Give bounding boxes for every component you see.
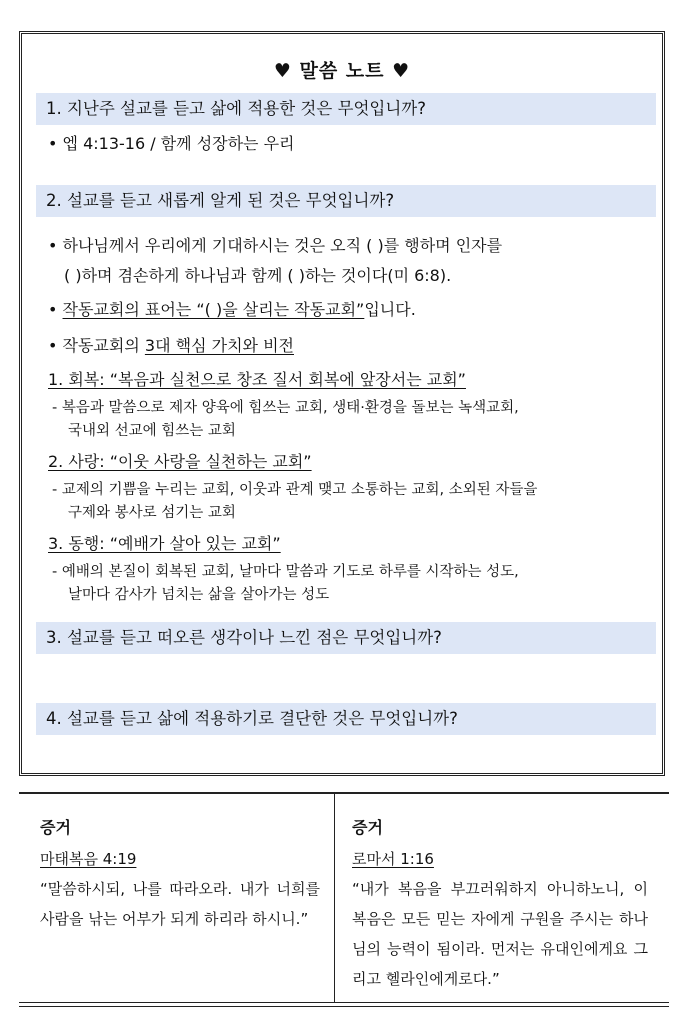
motto-bullet: • <box>48 300 63 319</box>
question-1-bar <box>36 93 656 125</box>
question-1-answer: • 엡 4:13-16 / 함께 성장하는 우리 <box>48 134 295 153</box>
witness-right-reference: 로마서 1:16 <box>352 850 434 868</box>
value-1-title-text: 1. 회복: “복음과 실천으로 창조 질서 회복에 앞장서는 교회” <box>48 370 466 389</box>
value-1-desc-line-1: - 복음과 말씀으로 제자 양육에 힘쓰는 교회, 생태·환경을 돌보는 녹색교회, <box>52 400 519 416</box>
church-motto <box>48 300 416 320</box>
core-values-heading <box>48 336 294 356</box>
value-1-title <box>48 370 466 390</box>
core-values-prefix: • 작동교회의 <box>48 336 145 355</box>
witness-left-reference: 마태복음 4:19 <box>40 850 137 868</box>
question-4-label: 4. 설교를 듣고 삶에 적용하기로 결단한 것은 무엇입니까? <box>46 709 458 728</box>
question-3-bar <box>36 622 656 654</box>
value-3-title-text: 3. 동행: “예배가 살아 있는 교회” <box>48 534 281 553</box>
page-title: ♥ 말씀 노트 ♥ <box>273 60 411 82</box>
core-values-underlined: 3대 핵심 가치와 비전 <box>144 336 294 355</box>
value-1-desc-line-2: 국내외 선교에 힘쓰는 교회 <box>68 423 236 439</box>
question-3-label: 3. 설교를 듣고 떠오른 생각이나 느낀 점은 무엇입니까? <box>46 628 442 647</box>
fill-in-line-2: ( )하며 겸손하게 하나님과 함께 ( )하는 것이다(미 6:8). <box>64 266 452 285</box>
value-2-desc-line-1: - 교제의 기쁨을 누리는 교회, 이웃과 관계 맺고 소통하는 교회, 소외된 자들을 <box>52 482 538 498</box>
witness-right-heading: 증거 <box>352 818 383 837</box>
witness-left-verse: “말씀하시되, 나를 따라오라. 내가 너희를 사람을 낚는 어부가 되게 하리라 하시니.” <box>40 880 320 928</box>
value-2-title-text: 2. 사랑: “이웃 사랑을 실천하는 교회” <box>48 452 312 471</box>
value-3-desc-line-2: 날마다 감사가 넘치는 삶을 살아가는 성도 <box>68 587 330 603</box>
motto-suffix: 입니다. <box>364 300 416 319</box>
question-1-label: 1. 지난주 설교를 듣고 삶에 적용한 것은 무엇입니까? <box>46 99 426 118</box>
witness-column-divider <box>334 793 335 1003</box>
witness-left-heading: 증거 <box>40 818 71 837</box>
value-3-title <box>48 534 281 554</box>
question-2-bar <box>36 185 656 217</box>
witness-top-rule <box>19 792 669 794</box>
sermon-note-box <box>19 31 665 776</box>
witness-right-verse: “내가 복음을 부끄러워하지 아니하노니, 이 복음은 모든 믿는 자에게 구원을 주시는 하나님의 능력이 됨이라. 먼저는 유대인에게요 그리고 헬라인에게로다.” <box>352 880 648 988</box>
question-2-label: 2. 설교를 듣고 새롭게 알게 된 것은 무엇입니까? <box>46 191 395 210</box>
witness-bottom-rule <box>19 1002 669 1007</box>
value-2-desc-line-2: 구제와 봉사로 섬기는 교회 <box>68 505 236 521</box>
value-2-title <box>48 452 312 472</box>
question-4-bar <box>36 703 656 735</box>
fill-in-line-1: • 하나님께서 우리에게 기대하시는 것은 오직 ( )를 행하며 인자를 <box>48 236 503 255</box>
motto-underlined: 작동교회의 표어는 “( )을 살리는 작동교회” <box>62 300 365 319</box>
value-3-desc-line-1: - 예배의 본질이 회복된 교회, 날마다 말씀과 기도로 하루를 시작하는 성도, <box>52 564 519 580</box>
